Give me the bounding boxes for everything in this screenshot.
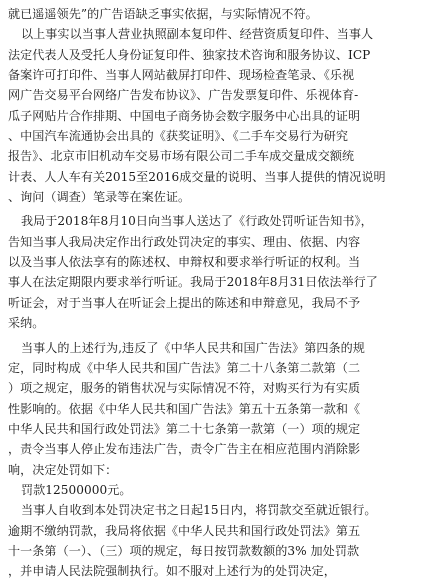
text-line: 听证会，对于当事人在听证会上提出的陈述和申辩意见，我局不予 (8, 295, 361, 310)
paragraph-1 (8, 24, 427, 207)
text-line: 告知当事人我局决定作出行政处罚决定的事实、理由、依据、内容 (8, 234, 361, 249)
text-line: ）项之规定，服务的销售状况与实际情况不符，对购买行为有实质 (8, 381, 361, 396)
penalty-amount: 罚款12500000元。 (21, 482, 132, 497)
text-line: 我局于2018年8月10日向当事人送达了《行政处罚听证告知书》， (21, 214, 373, 229)
text-line: 以上事实以当事人营业执照副本复印件、经营资质复印件、当事人 (21, 27, 374, 42)
text-line: 瓜子网贴片合作排期、中国电子商务协会数字服务中心出具的证明 (8, 108, 361, 123)
paragraph-3 (8, 338, 427, 480)
paragraph-4 (8, 480, 427, 500)
text-line: 就已遥遥领先”的广告语缺乏事实依据，与实际情况不符。 (8, 7, 318, 21)
text-line: 网广告交易平台网络广告发布协议》、广告发票复印件、乐视体育- (8, 88, 359, 103)
text-line: 定，同时构成《中华人民共和国广告法》第二十八条第二款第（二 (8, 360, 361, 375)
text-line: 逾期不缴纳罚款，我局将依据《中华人民共和国行政处罚法》第五 (8, 523, 361, 538)
text-line: 当事人的上述行为,违反了《中华人民共和国广告法》第四条的规 (21, 340, 365, 355)
text-line: 以及当事人依法享有的陈述权、申辩权和要求举行听证的权利。当 (8, 255, 361, 270)
text-line: 报告》、北京市旧机动车交易市场有限公司二手车成交量成交额统 (8, 149, 355, 164)
paragraph-5 (8, 500, 427, 581)
text-line: 性影响的。依据《中华人民共和国广告法》第五十五条第一款和《 (8, 401, 361, 416)
text-line: 响，决定处罚如下： (8, 462, 118, 477)
text-line: 计表、人人车有关2015至2016成交量的说明、当事人提供的情况说明 (8, 169, 386, 184)
text-line: 法定代表人及受托人身份证复印件、独家技术咨询和服务协议、ICP (8, 47, 371, 62)
text-line: 采纳。 (8, 316, 45, 331)
text-line: 十一条第（一）、（三）项的规定，每日按罚款数额的3% 加处罚款 (8, 543, 360, 558)
text-line: 事人在法定期限内要求举行听证。我局于2018年8月31日依法举行了 (8, 275, 378, 290)
text-line: ，责令当事人停止发布违法广告，责令广告主在相应范围内消除影 (8, 442, 361, 457)
text-line: ，并申请人民法院强制执行。如不服对上述行为的处罚决定， (8, 564, 336, 579)
text-line: 、中国汽车流通协会出具的《获奖证明》、《二手车交易行为研究 (8, 129, 349, 144)
text-line: 中华人民共和国行政处罚法》第二十七条第一款第（一）项的规定 (8, 421, 361, 436)
text-line: 备案许可打印件、当事人网站截屏打印件、现场检查笔录、《乐视 (8, 68, 355, 83)
text-line: 、询问（调查）笔录等在案佐证。 (8, 190, 191, 205)
paragraph-2 (8, 211, 427, 333)
text-line: 当事人自收到本处罚决定书之日起15日内，将罚款交至就近银行。 (21, 503, 377, 518)
paragraph-0 (8, 4, 427, 24)
